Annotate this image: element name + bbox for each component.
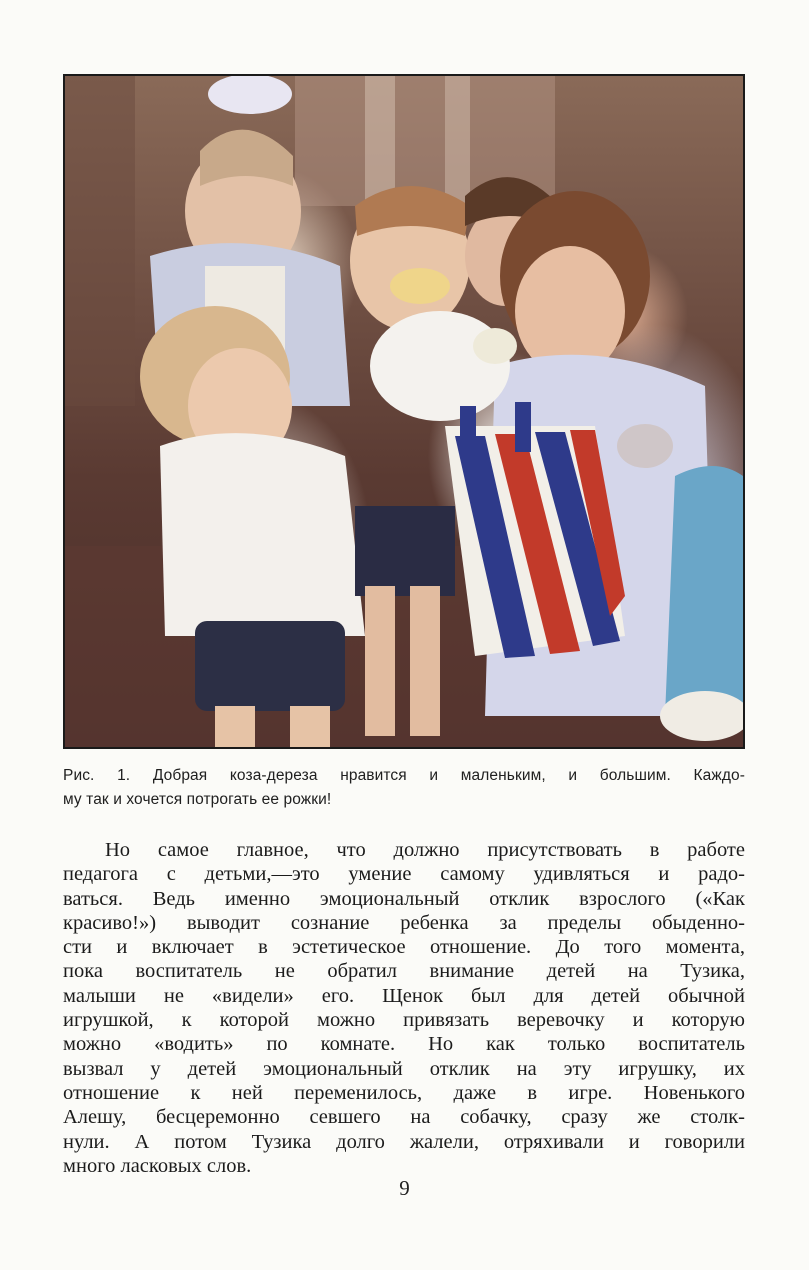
- body-paragraph: [63, 838, 745, 1178]
- text-line: игрушкой, к которой можно привязать веревочку и которую: [63, 1009, 745, 1032]
- text-line: отношение к ней переменилось, даже в игре. Новенького: [63, 1081, 745, 1104]
- text-line: Но самое главное, что должно присутствовать в работе: [105, 839, 745, 861]
- text-line: пока воспитатель не обратил внимание детей на Тузика,: [63, 960, 745, 983]
- text-line: ваться. Ведь именно эмоциональный отклик взрослого («Как: [63, 887, 745, 910]
- text-line: красиво!») выводит сознание ребенка за пределы обыденно-: [63, 911, 745, 934]
- page-number: 9: [399, 1176, 410, 1200]
- text-line: сти и включает в эстетическое отношение. До того момента,: [63, 936, 745, 959]
- text-line: нули. А потом Тузика долго жалели, отряхивали и говорили: [63, 1130, 745, 1153]
- text-line: Алешу, бесцеремонно севшего на собачку, сразу же столк-: [63, 1106, 745, 1129]
- text-line: вызвал у детей эмоциональный отклик на эту игрушку, их: [63, 1057, 745, 1080]
- caption-line: му так и хочется потрогать ее рожки!: [63, 791, 332, 809]
- text-line: можно «водить» по комнате. Но как только воспитатель: [63, 1033, 745, 1056]
- text-line: много ласковых слов.: [63, 1154, 252, 1177]
- text-line: педагога с детьми,—это умение самому удивляться и радо-: [63, 863, 745, 886]
- photo-illustration: [65, 76, 743, 747]
- figure-caption: [63, 763, 745, 812]
- text-line: малыши не «видели» его. Щенок был для детей обычной: [63, 984, 745, 1007]
- figure-photo: [63, 74, 745, 749]
- caption-line: Рис. 1. Добрая коза-дереза нравится и маленьким, и большим. Каждо-: [63, 767, 745, 784]
